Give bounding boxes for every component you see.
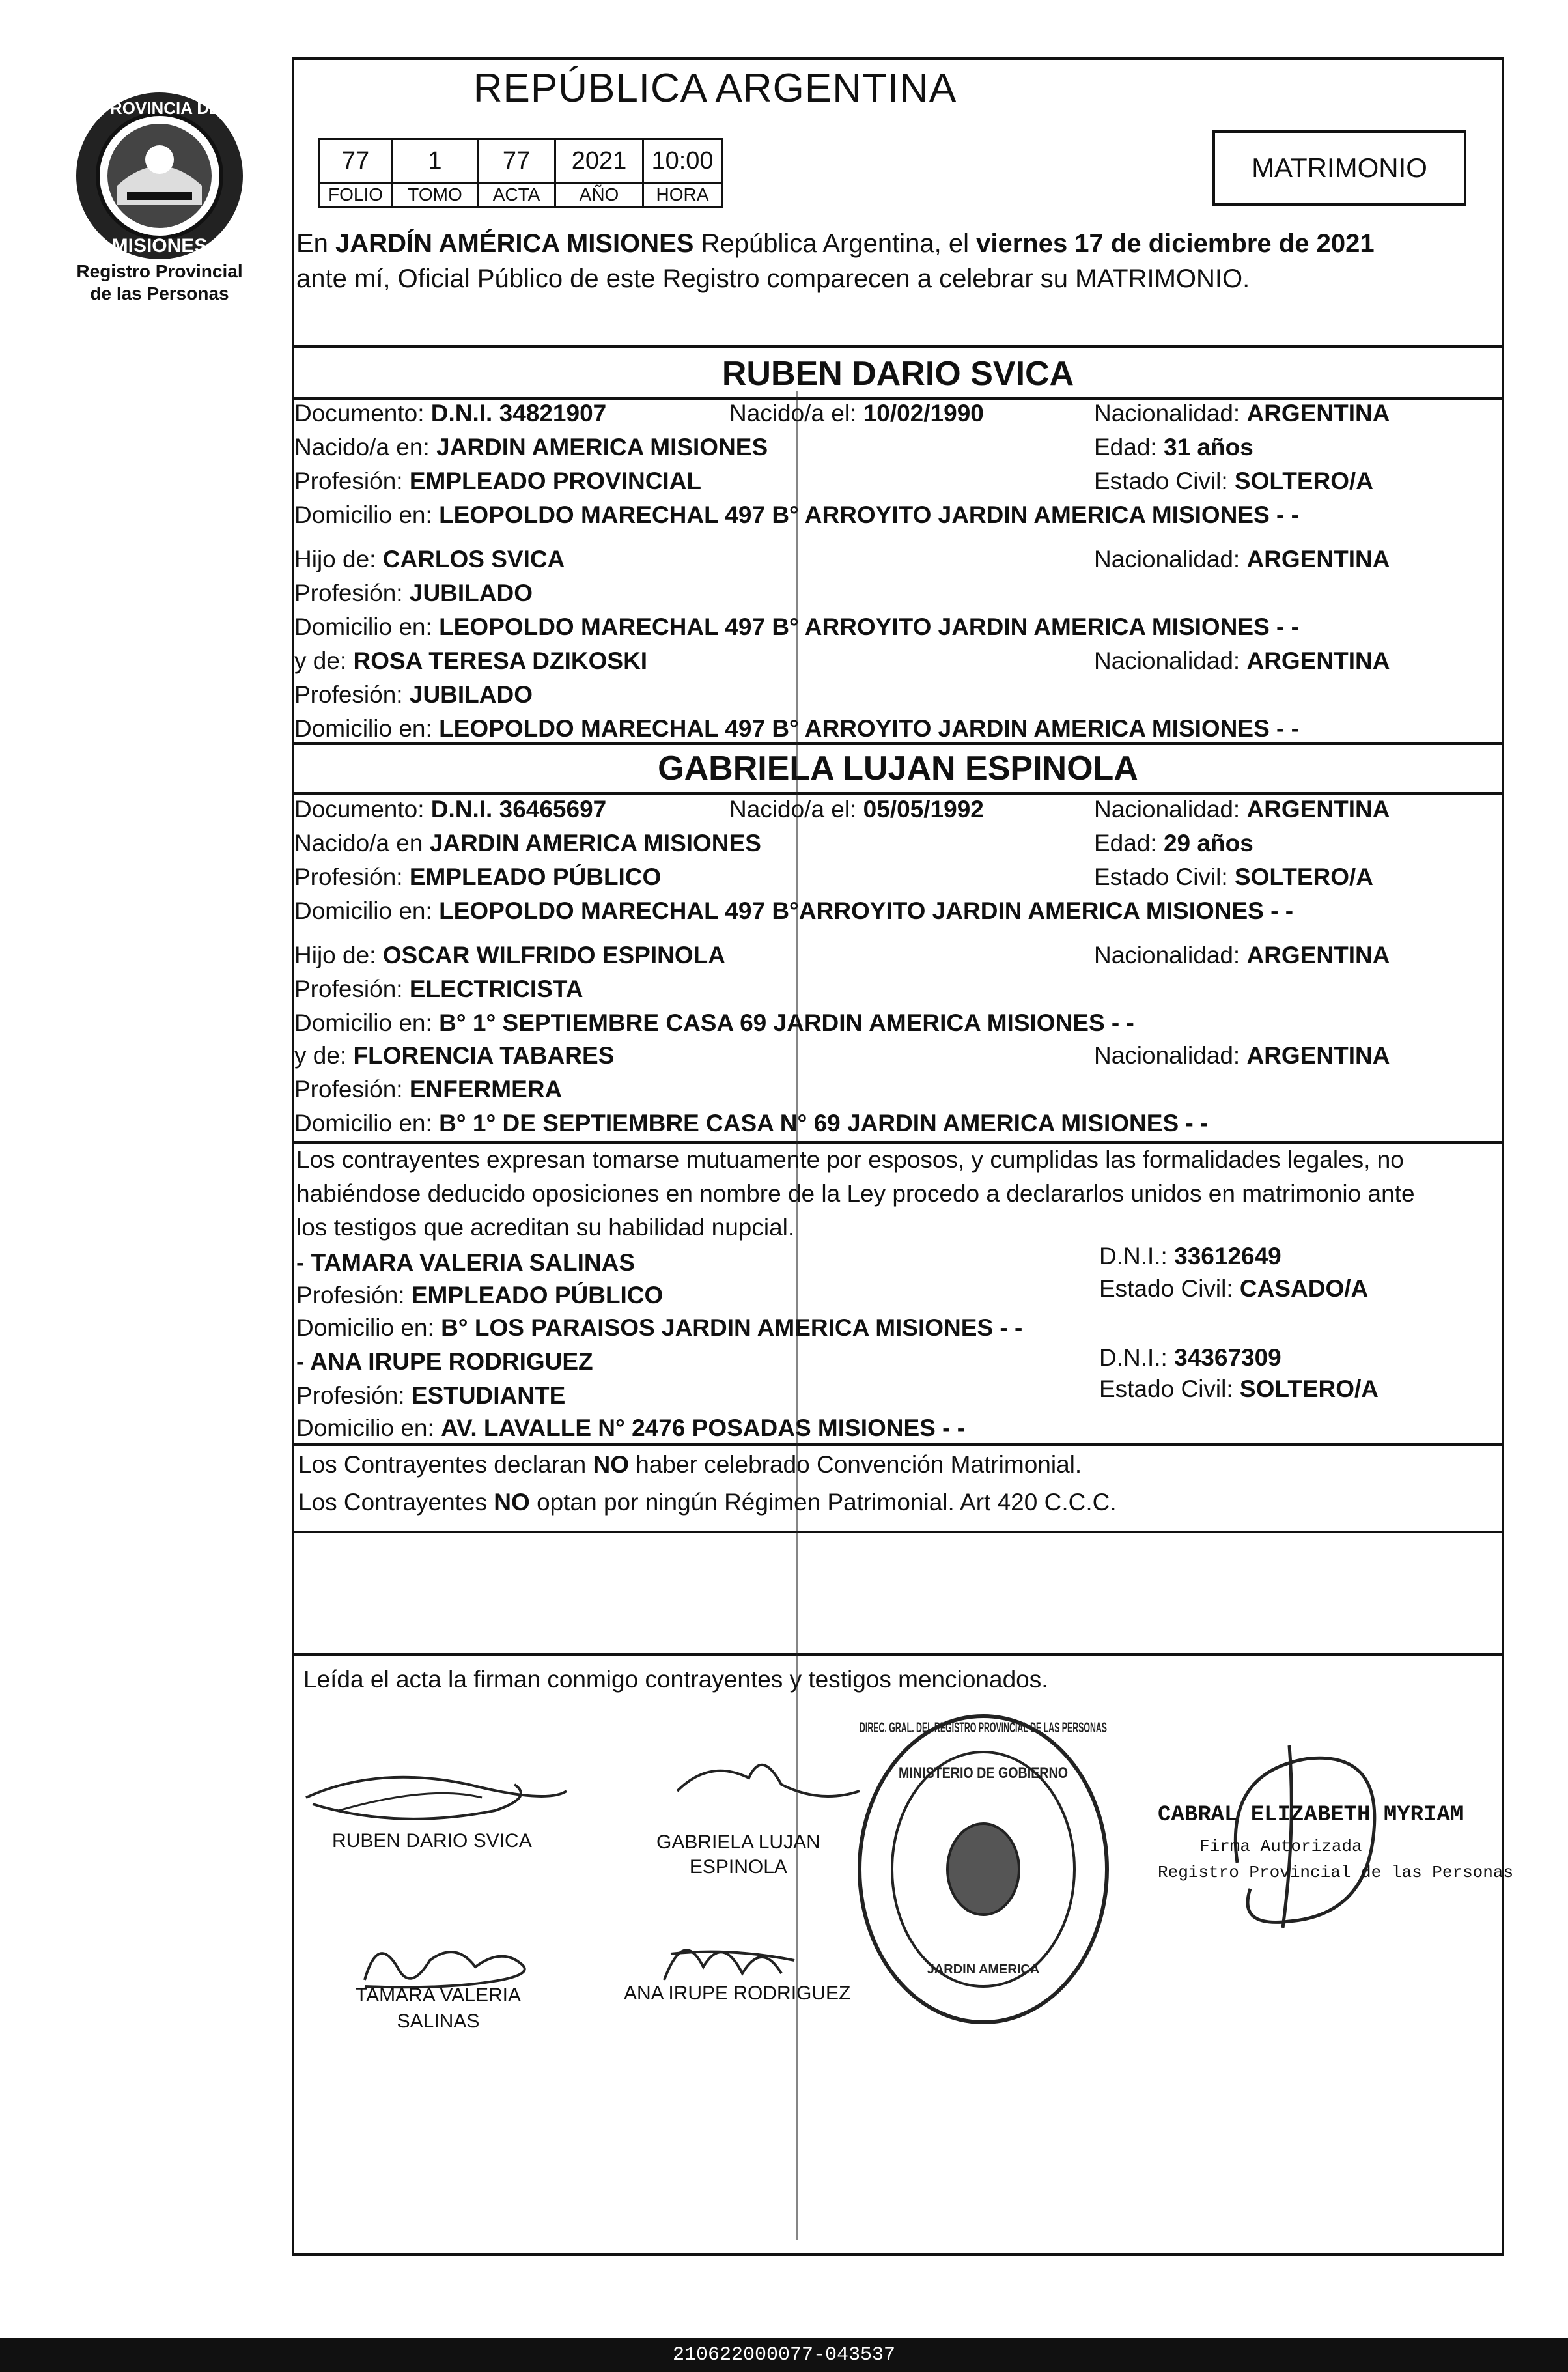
official-stamp [847, 1706, 1120, 2032]
folio-label: FOLIO [319, 183, 393, 207]
witness2-name: - ANA IRUPE RODRIGUEZ [296, 1348, 593, 1375]
spouse1-mother-nationality: Nacionalidad: ARGENTINA [1094, 647, 1390, 674]
spouse2-father-nationality: Nacionalidad: ARGENTINA [1094, 942, 1390, 968]
regime-line2: Los Contrayentes NO optan por ningún Régimen Patrimonial. Art 420 C.C.C. [298, 1489, 1117, 1516]
spouse1-birthdate: Nacido/a el: 10/02/1990 [729, 400, 984, 427]
witness1-civil-status: Estado Civil: CASADO/A [1099, 1275, 1369, 1302]
spouse2-address: Domicilio en: LEOPOLDO MARECHAL 497 B°ARROYITO JARDIN AMERICA MISIONES - - [294, 897, 1294, 924]
document-barcode: 210622000077-043537 [0, 2338, 1568, 2372]
signature-gabriela [671, 1745, 866, 1824]
official-role2: Registro Provincial de las Personas [1158, 1863, 1514, 1882]
signature-label-tamara: TAMARA VALERIA SALINAS [356, 1984, 521, 2032]
seal-text-top: PROVINCIA DE [98, 98, 221, 118]
witness2-address: Domicilio en: AV. LAVALLE N° 2476 POSADAS MISIONES - - [296, 1415, 966, 1441]
spouse2-nationality: Nacionalidad: ARGENTINA [1094, 796, 1390, 823]
divider [292, 1443, 1504, 1446]
signature-ana [651, 1915, 807, 1993]
spouse1-birthplace: Nacido/a en: JARDIN AMERICA MISIONES [294, 434, 768, 460]
spouse2-mother-nationality: Nacionalidad: ARGENTINA [1094, 1042, 1390, 1069]
declaration-line1: Los contrayentes expresan tomarse mutuamente por esposos, y cumplidas las formalidades legales, no [296, 1146, 1404, 1173]
intro-line1: En JARDÍN AMÉRICA MISIONES República Argentina, el viernes 17 de diciembre de 2021 [296, 229, 1375, 258]
witness1-profession: Profesión: EMPLEADO PÚBLICO [296, 1282, 664, 1308]
ano-value: 2021 [555, 139, 643, 183]
spouse1-mother: y de: ROSA TERESA DZIKOSKI [294, 647, 648, 674]
divider [292, 1141, 1504, 1144]
acta-value: 77 [478, 139, 555, 183]
tomo-label: TOMO [393, 183, 478, 207]
signature-label-ruben: RUBEN DARIO SVICA [332, 1830, 532, 1852]
spouse2-father-profession: Profesión: ELECTRICISTA [294, 976, 583, 1002]
regime-line1: Los Contrayentes declaran NO haber celebrado Convención Matrimonial. [298, 1451, 1082, 1478]
acta-label: ACTA [478, 183, 555, 207]
spouse1-address: Domicilio en: LEOPOLDO MARECHAL 497 B° ARROYITO JARDIN AMERICA MISIONES - - [294, 501, 1299, 528]
stamp-inner-text: MINISTERIO DE GOBIERNO [899, 1764, 1068, 1782]
seal-caption-line1: Registro Provincial [76, 261, 243, 281]
witness2-dni: D.N.I.: 34367309 [1099, 1344, 1281, 1371]
divider [292, 742, 1504, 745]
witness1-name: - TAMARA VALERIA SALINAS [296, 1249, 636, 1276]
spouse1-civil-status: Estado Civil: SOLTERO/A [1094, 468, 1374, 494]
signature-label-ana: ANA IRUPE RODRIGUEZ [624, 1983, 851, 2004]
seal-caption-line2: de las Personas [90, 283, 229, 304]
spouse2-profession: Profesión: EMPLEADO PÚBLICO [294, 864, 662, 890]
spouse2-age: Edad: 29 años [1094, 830, 1253, 856]
official-name: CABRAL ELIZABETH MYRIAM [1158, 1803, 1464, 1828]
seal-caption [39, 261, 280, 305]
signature-label-gabriela: GABRIELA LUJAN ESPINOLA [656, 1831, 820, 1878]
spouse1-name: RUBEN DARIO SVICA [721, 355, 1074, 393]
stamp-outer-text: DIREC. GRAL. DEL REGISTRO PROVINCIAL DE LAS PERSONAS [860, 1719, 1107, 1736]
declaration-line3: los testigos que acreditan su habilidad nupcial. [296, 1214, 795, 1241]
document-title: REPÚBLICA ARGENTINA [473, 66, 957, 111]
spouse2-birthdate: Nacido/a el: 05/05/1992 [729, 796, 984, 823]
signature-ruben [300, 1758, 573, 1837]
witness1-address: Domicilio en: B° LOS PARAISOS JARDIN AMERICA MISIONES - - [296, 1314, 1023, 1341]
spouse1-nationality: Nacionalidad: ARGENTINA [1094, 400, 1390, 427]
spouse2-document: Documento: D.N.I. 36465697 [294, 796, 607, 823]
hora-value: 10:00 [643, 139, 722, 183]
spouse1-age: Edad: 31 años [1094, 434, 1253, 460]
spouse1-father: Hijo de: CARLOS SVICA [294, 546, 565, 572]
hora-label: HORA [643, 183, 722, 207]
intro-line2: ante mí, Oficial Público de este Registro comparecen a celebrar su MATRIMONIO. [296, 264, 1250, 293]
province-seal [72, 88, 247, 264]
spouse1-father-nationality: Nacionalidad: ARGENTINA [1094, 546, 1390, 572]
spouse2-mother-profession: Profesión: ENFERMERA [294, 1076, 563, 1103]
seal-text-bottom: MISIONES [111, 235, 208, 257]
witness2-civil-status: Estado Civil: SOLTERO/A [1099, 1376, 1379, 1402]
spouse2-mother-address: Domicilio en: B° 1° DE SEPTIEMBRE CASA N° 69 JARDIN AMERICA MISIONES - - [294, 1110, 1209, 1137]
spouse1-mother-address: Domicilio en: LEOPOLDO MARECHAL 497 B° ARROYITO JARDIN AMERICA MISIONES - - [294, 715, 1299, 742]
spouse1-father-profession: Profesión: JUBILADO [294, 580, 533, 606]
witness2-profession: Profesión: ESTUDIANTE [296, 1382, 566, 1409]
witness1-dni: D.N.I.: 33612649 [1099, 1243, 1281, 1269]
declaration-line2: habiéndose deducido oposiciones en nombre de la Ley procedo a declararlos unidos en matrimonio ante [296, 1180, 1415, 1207]
stamp-bottom-text: JARDIN AMERICA [927, 1962, 1040, 1977]
folio-value: 77 [319, 139, 393, 183]
spouse2-birthplace: Nacido/a en JARDIN AMERICA MISIONES [294, 830, 761, 856]
official-role1: Firma Autorizada [1199, 1837, 1362, 1856]
tomo-value: 1 [393, 139, 478, 183]
spouse1-profession: Profesión: EMPLEADO PROVINCIAL [294, 468, 702, 494]
spouse2-civil-status: Estado Civil: SOLTERO/A [1094, 864, 1374, 890]
record-table [318, 138, 723, 208]
spouse1-mother-profession: Profesión: JUBILADO [294, 681, 533, 708]
spouse1-document: Documento: D.N.I. 34821907 [294, 400, 607, 427]
ano-label: AÑO [555, 183, 643, 207]
spouse2-name: GABRIELA LUJAN ESPINOLA [658, 750, 1138, 787]
document-type-box: MATRIMONIO [1212, 130, 1466, 206]
closing-statement: Leída el acta la firman conmigo contrayentes y testigos mencionados. [303, 1666, 1048, 1693]
divider [292, 1531, 1504, 1533]
spouse1-father-address: Domicilio en: LEOPOLDO MARECHAL 497 B° ARROYITO JARDIN AMERICA MISIONES - - [294, 614, 1299, 640]
divider [292, 1653, 1504, 1656]
divider [292, 345, 1504, 348]
divider [292, 792, 1504, 795]
spouse2-father-address: Domicilio en: B° 1° SEPTIEMBRE CASA 69 JARDIN AMERICA MISIONES - - [294, 1010, 1134, 1036]
spouse2-mother: y de: FLORENCIA TABARES [294, 1042, 615, 1069]
spouse2-father: Hijo de: OSCAR WILFRIDO ESPINOLA [294, 942, 725, 968]
